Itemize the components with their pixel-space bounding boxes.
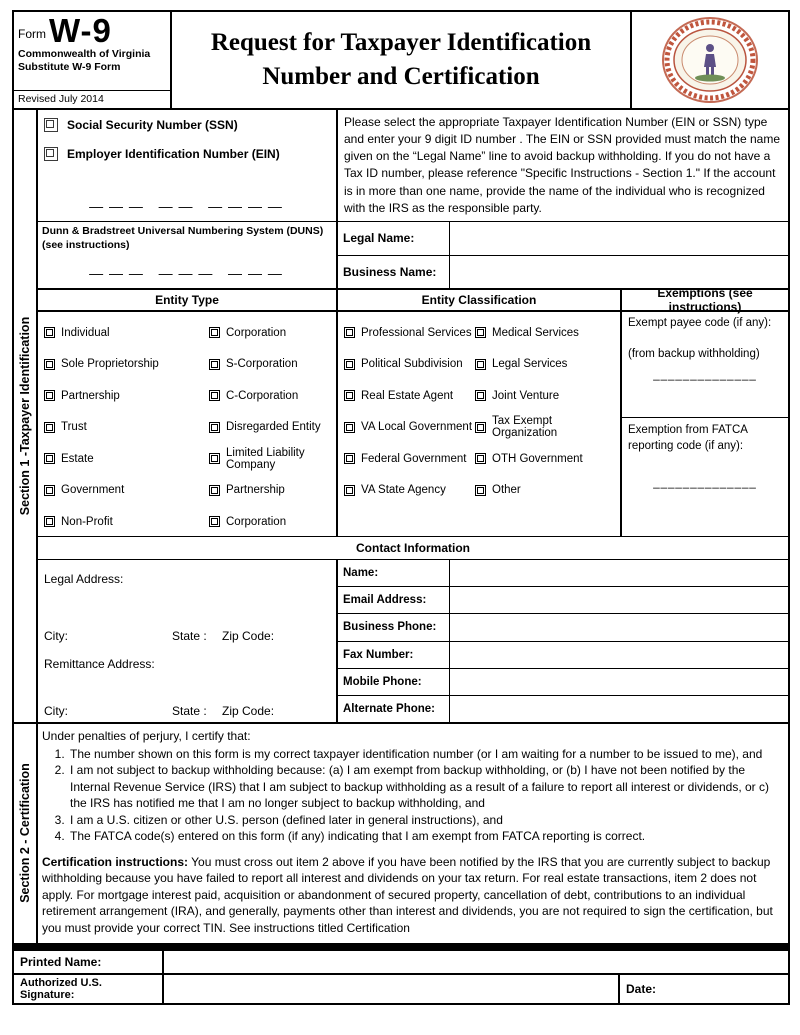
exempt-payee-code-input[interactable]: ______________ xyxy=(653,369,757,382)
email-address-row xyxy=(338,587,788,614)
checkbox-icon xyxy=(344,422,355,433)
legal-city-state-zip-row xyxy=(44,629,330,643)
checkbox-other[interactable] xyxy=(475,484,618,496)
entity-type-options xyxy=(38,312,336,540)
duns-box xyxy=(38,222,336,288)
checkbox-real-estate-agent[interactable] xyxy=(344,390,475,402)
entity-classification-column xyxy=(338,290,622,536)
signature-input[interactable] xyxy=(164,975,620,1003)
exempt-payee-code-note: (from backup withholding) xyxy=(628,347,760,360)
ein-option[interactable] xyxy=(44,147,330,161)
checkbox-label: C-Corporation xyxy=(226,389,299,402)
checkbox-label: Sole Proprietorship xyxy=(61,358,159,371)
w9-form xyxy=(12,10,790,1005)
fatca-exemption-label: Exemption from FATCA reporting code (if any): xyxy=(628,424,748,452)
section-1-side-label xyxy=(14,110,38,722)
checkbox-label: Real Estate Agent xyxy=(361,389,454,402)
email-address-label: Email Address: xyxy=(338,587,450,613)
contact-name-label: Name: xyxy=(338,560,450,586)
certification-item-3: 3. I am a U.S. citizen or other U.S. person (defined later in general instructions), and xyxy=(68,812,780,829)
checkbox-icon xyxy=(344,453,355,464)
checkbox-icon xyxy=(475,485,486,496)
mobile-phone-label: Mobile Phone: xyxy=(338,669,450,695)
form-header xyxy=(14,12,788,110)
contact-name-row xyxy=(338,560,788,587)
certification-instructions-label: Certification instructions: xyxy=(42,854,189,869)
legal-address-label: Legal Address: xyxy=(44,572,124,586)
virginia-seal-icon xyxy=(660,15,760,105)
checkbox-trust[interactable] xyxy=(44,421,209,433)
checkbox-label: Estate xyxy=(61,452,94,465)
checkbox-icon xyxy=(209,422,220,433)
checkbox-icon xyxy=(209,327,220,338)
checkbox-professional-services[interactable] xyxy=(344,327,475,339)
zip-code-label: Zip Code: xyxy=(222,629,275,643)
business-phone-label: Business Phone: xyxy=(338,614,450,640)
ssn-checkbox-icon[interactable] xyxy=(44,118,58,132)
section-1-side-label-text: Section 1 -Taxpayer Identification xyxy=(18,316,32,516)
ssn-option[interactable] xyxy=(44,118,330,132)
revised-date: Revised July 2014 xyxy=(14,90,170,108)
perjury-intro: Under penalties of perjury, I certify that: xyxy=(42,729,251,743)
form-word: Form xyxy=(18,27,46,41)
checkbox-joint-venture[interactable] xyxy=(475,390,618,402)
entity-type-header: Entity Type xyxy=(38,290,336,312)
checkbox-corporation[interactable] xyxy=(209,327,334,339)
checkbox-va-state-agency[interactable] xyxy=(344,484,475,496)
checkbox-icon xyxy=(44,390,55,401)
entity-row xyxy=(38,286,788,537)
mobile-phone-row xyxy=(338,669,788,696)
business-name-input[interactable] xyxy=(450,256,788,289)
checkbox-individual[interactable] xyxy=(44,327,209,339)
checkbox-disregarded-entity[interactable] xyxy=(209,421,334,433)
org-line-2: Substitute W-9 Form xyxy=(18,61,121,74)
ein-label: Employer Identification Number (EIN) xyxy=(67,147,280,161)
section-2-side-label xyxy=(14,724,38,943)
checkbox-label: Partnership xyxy=(61,389,120,402)
checkbox-icon xyxy=(209,485,220,496)
printed-name-label: Printed Name: xyxy=(14,951,164,973)
checkbox-icon xyxy=(475,327,486,338)
duns-label: Dunn & Bradstreet Universal Numbering System (DUNS) (see instructions) xyxy=(42,225,324,251)
contact-fields-block xyxy=(338,560,788,722)
tin-type-box xyxy=(38,110,336,222)
checkbox-label: Joint Venture xyxy=(492,389,560,402)
checkbox-label: Trust xyxy=(61,421,87,434)
checkbox-sole-proprietorship[interactable] xyxy=(44,358,209,370)
city-label: City: xyxy=(44,629,68,643)
checkbox-c-corporation[interactable] xyxy=(209,390,334,402)
city-label: City: xyxy=(44,704,68,718)
form-title xyxy=(172,12,632,108)
signature-row xyxy=(14,975,788,1003)
alternate-phone-input[interactable] xyxy=(450,696,788,722)
checkbox-political-subdivision[interactable] xyxy=(344,358,475,370)
checkbox-label: Corporation xyxy=(226,515,287,528)
certification-content xyxy=(38,724,788,943)
checkbox-icon xyxy=(209,453,220,464)
checkbox-limited-liability-company[interactable] xyxy=(209,447,334,471)
checkbox-label: Other xyxy=(492,484,521,497)
checkbox-label: S-Corporation xyxy=(226,358,298,371)
checkbox-icon xyxy=(44,485,55,496)
exemptions-header: Exemptions (see instructions) xyxy=(622,290,788,312)
checkbox-icon xyxy=(344,327,355,338)
checkbox-label: VA Local Government xyxy=(361,421,473,434)
checkbox-label: VA State Agency xyxy=(361,484,446,497)
checkbox-label: Disregarded Entity xyxy=(226,421,321,434)
checkbox-icon xyxy=(209,516,220,527)
checkbox-llc-corporation[interactable] xyxy=(209,516,334,528)
checkbox-label: Non-Profit xyxy=(61,515,113,528)
checkbox-label: Partnership xyxy=(226,484,285,497)
checkbox-label: Federal Government xyxy=(361,452,467,465)
entity-type-column xyxy=(38,290,338,536)
tin-right-column xyxy=(338,110,788,288)
tin-instructions: Please select the appropriate Taxpayer Identification Number (EIN or SSN) type and enter your 9 digit ID number . The EIN or SSN provided must match the name given on the “Legal Name” line to avoid backup withholding. If you do not have a Tax ID number, please reference "Specific Instructions - Section 1." If the account is in more than one name, provide the name of the individual who is recognized with the IRS as the responsible party. xyxy=(338,110,788,222)
checkbox-icon xyxy=(44,422,55,433)
business-phone-row xyxy=(338,614,788,641)
business-phone-input[interactable] xyxy=(450,614,788,640)
exempt-payee-code-label: Exempt payee code (if any): xyxy=(628,317,772,329)
tin-digit-blanks[interactable]: — — — — — — — — — xyxy=(89,198,283,214)
contact-address-block[interactable] xyxy=(38,560,338,722)
checkbox-label: Professional Services xyxy=(361,326,472,339)
checkbox-label: Corporation xyxy=(226,326,287,339)
certification-list xyxy=(42,746,780,845)
fax-number-input[interactable] xyxy=(450,642,788,668)
checkbox-label: Government xyxy=(61,484,125,497)
legal-name-label: Legal Name: xyxy=(338,222,450,255)
fax-number-row xyxy=(338,642,788,669)
checkbox-icon xyxy=(44,516,55,527)
remittance-city-state-zip-row xyxy=(44,704,330,718)
checkbox-icon xyxy=(44,453,55,464)
alternate-phone-label: Alternate Phone: xyxy=(338,696,450,722)
ssn-label: Social Security Number (SSN) xyxy=(67,118,238,132)
remittance-address-label: Remittance Address: xyxy=(44,657,155,671)
checkbox-icon xyxy=(344,485,355,496)
legal-name-row xyxy=(338,222,788,256)
checkbox-icon xyxy=(344,359,355,370)
fatca-exemption-input[interactable]: ______________ xyxy=(653,477,757,490)
form-number: W-9 xyxy=(49,12,112,49)
org-lines xyxy=(14,47,170,90)
date-field[interactable] xyxy=(620,975,788,1003)
certification-instructions-text: You must cross out item 2 above if you have been notified by the IRS that you are currently subject to backup withholding because you have failed to report all interest and dividends on your tax return. For real estate transactions, item 2 does not apply. For mortgage interest paid, acquisition or abandonment of secured property, cancellation of debt, contributions to an individual retirement arrangement (IRA), and generally, payments other than interest and dividends, you are not required to sign the certification, but you must provide your correct TIN. See instructions titled Certification xyxy=(42,854,773,936)
exemptions-column xyxy=(622,286,788,536)
checkbox-label: Individual xyxy=(61,326,110,339)
checkbox-icon xyxy=(44,359,55,370)
checkbox-partnership[interactable] xyxy=(44,390,209,402)
checkbox-label: OTH Government xyxy=(492,452,583,465)
checkbox-icon xyxy=(475,359,486,370)
checkbox-label: Limited Liability Company xyxy=(226,446,305,471)
ein-checkbox-icon[interactable] xyxy=(44,147,58,161)
mobile-phone-input[interactable] xyxy=(450,669,788,695)
checkbox-oth-government[interactable] xyxy=(475,453,618,465)
checkbox-icon xyxy=(344,390,355,401)
state-label: State : xyxy=(172,704,207,718)
entity-classification-header: Entity Classification xyxy=(338,290,620,312)
fax-number-label: Fax Number: xyxy=(338,642,450,668)
exempt-payee-code-box xyxy=(622,312,788,418)
fatca-exemption-box xyxy=(622,418,788,536)
form-title-line-2: Number and Certification xyxy=(262,63,540,90)
checkbox-tax-exempt-organization[interactable] xyxy=(475,415,618,439)
checkbox-icon xyxy=(475,453,486,464)
contact-information-row xyxy=(38,560,788,722)
alternate-phone-row xyxy=(338,696,788,722)
checkbox-icon xyxy=(475,422,486,433)
email-address-input[interactable] xyxy=(450,587,788,613)
contact-information-header: Contact Information xyxy=(38,537,788,560)
entity-classification-options xyxy=(338,312,620,536)
section-2-side-label-text: Section 2 - Certification xyxy=(18,763,32,904)
contact-name-input[interactable] xyxy=(450,560,788,586)
duns-digit-blanks[interactable]: — — — — — — — — — xyxy=(89,265,283,281)
business-name-row xyxy=(338,256,788,289)
tin-row xyxy=(38,110,788,290)
checkbox-label: Medical Services xyxy=(492,326,579,339)
tin-left-column xyxy=(38,110,338,288)
checkbox-federal-government[interactable] xyxy=(344,453,475,465)
signature-label: Authorized U.S. Signature: xyxy=(14,975,164,1003)
business-name-label: Business Name: xyxy=(338,256,450,289)
checkbox-label: Legal Services xyxy=(492,358,568,371)
date-label: Date: xyxy=(626,981,657,996)
certification-item-1: 1. The number shown on this form is my correct taxpayer identification number (or I am waiting for a number to be issued to me), and xyxy=(68,746,780,763)
form-number-line xyxy=(14,12,170,47)
checkbox-icon xyxy=(44,327,55,338)
checkbox-non-profit[interactable] xyxy=(44,516,209,528)
legal-name-input[interactable] xyxy=(450,222,788,255)
checkbox-label: Political Subdivision xyxy=(361,358,463,371)
printed-name-row xyxy=(14,951,788,975)
form-title-line-1: Request for Taxpayer Identification xyxy=(210,29,592,57)
checkbox-estate[interactable] xyxy=(44,453,209,465)
org-line-1: Commonwealth of Virginia xyxy=(18,48,151,60)
certification-item-2: 2. I am not subject to backup withholding because: (a) I am exempt from backup withholding, or (b) I have not been notified by the Internal Revenue Service (IRS) that I am subject to backup withholding as a result of a failure to report all interest or dividends, or c) the IRS has notified me that I am no longer subject to backup withholding, and xyxy=(68,762,780,812)
checkbox-medical-services[interactable] xyxy=(475,327,618,339)
zip-code-label: Zip Code: xyxy=(222,704,275,718)
checkbox-icon xyxy=(209,359,220,370)
checkbox-s-corporation[interactable] xyxy=(209,358,334,370)
certification-instructions xyxy=(42,854,780,937)
checkbox-llc-partnership[interactable] xyxy=(209,484,334,496)
seal-cell xyxy=(632,12,788,108)
checkbox-icon xyxy=(209,390,220,401)
checkbox-label: Tax Exempt Organization xyxy=(492,415,558,440)
section-1-taxpayer-identification xyxy=(14,110,788,724)
checkbox-legal-services[interactable] xyxy=(475,358,618,370)
checkbox-icon xyxy=(475,390,486,401)
state-label: State : xyxy=(172,629,207,643)
form-id-block xyxy=(14,12,172,108)
section-2-certification xyxy=(14,724,788,945)
certification-item-4: 4. The FATCA code(s) entered on this form (if any) indicating that I am exempt from FATCA reporting is correct. xyxy=(68,828,780,845)
checkbox-government[interactable] xyxy=(44,484,209,496)
checkbox-va-local-government[interactable] xyxy=(344,421,475,433)
printed-name-input[interactable] xyxy=(164,951,788,973)
